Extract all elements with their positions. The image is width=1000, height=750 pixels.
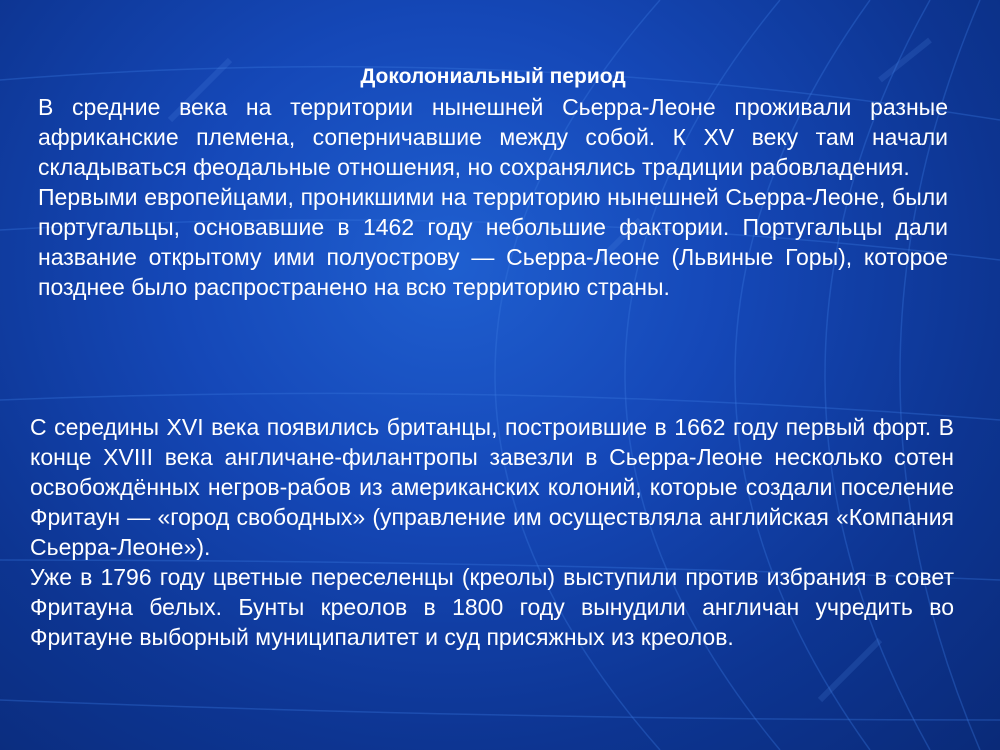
paragraph: В средние века на территории нынешней Сьерра-Леоне проживали разные африканские племена, соперничавшие между собой. К XV веку там начали складываться феодальные отношения, но сохранялись традиции рабовладения. [38,94,948,180]
text-block-british [30,412,954,652]
paragraph: Первыми европейцами, проникшими на территорию нынешней Сьерра-Леоне, были португальцы, основавшие в 1462 году небольшие фактории. Португальцы дали название открытому ими полуострову — Сьерра-Леоне (Львиные Горы), которое позднее было распространено на всю территорию страны. [38,184,948,300]
paragraph: С середины XVI века появились британцы, построившие в 1662 году первый форт. В конце XVIII века англичане-филантропы завезли в Сьерра-Леоне несколько сотен освобождённых негров-рабов из американских колоний, которые создали поселение Фритаун — «город свободных» (управление им осуществляла английская «Компания Сьерра-Леоне»). [30,414,954,560]
text-block-precolonial [38,62,948,302]
paragraph: Уже в 1796 году цветные переселенцы (креолы) выступили против избрания в совет Фритауна белых. Бунты креолов в 1800 году вынудили англичан учредить во Фритауне выборный муниципалитет и суд присяжных из креолов. [30,564,954,650]
section-heading: Доколониальный период [360,65,626,88]
